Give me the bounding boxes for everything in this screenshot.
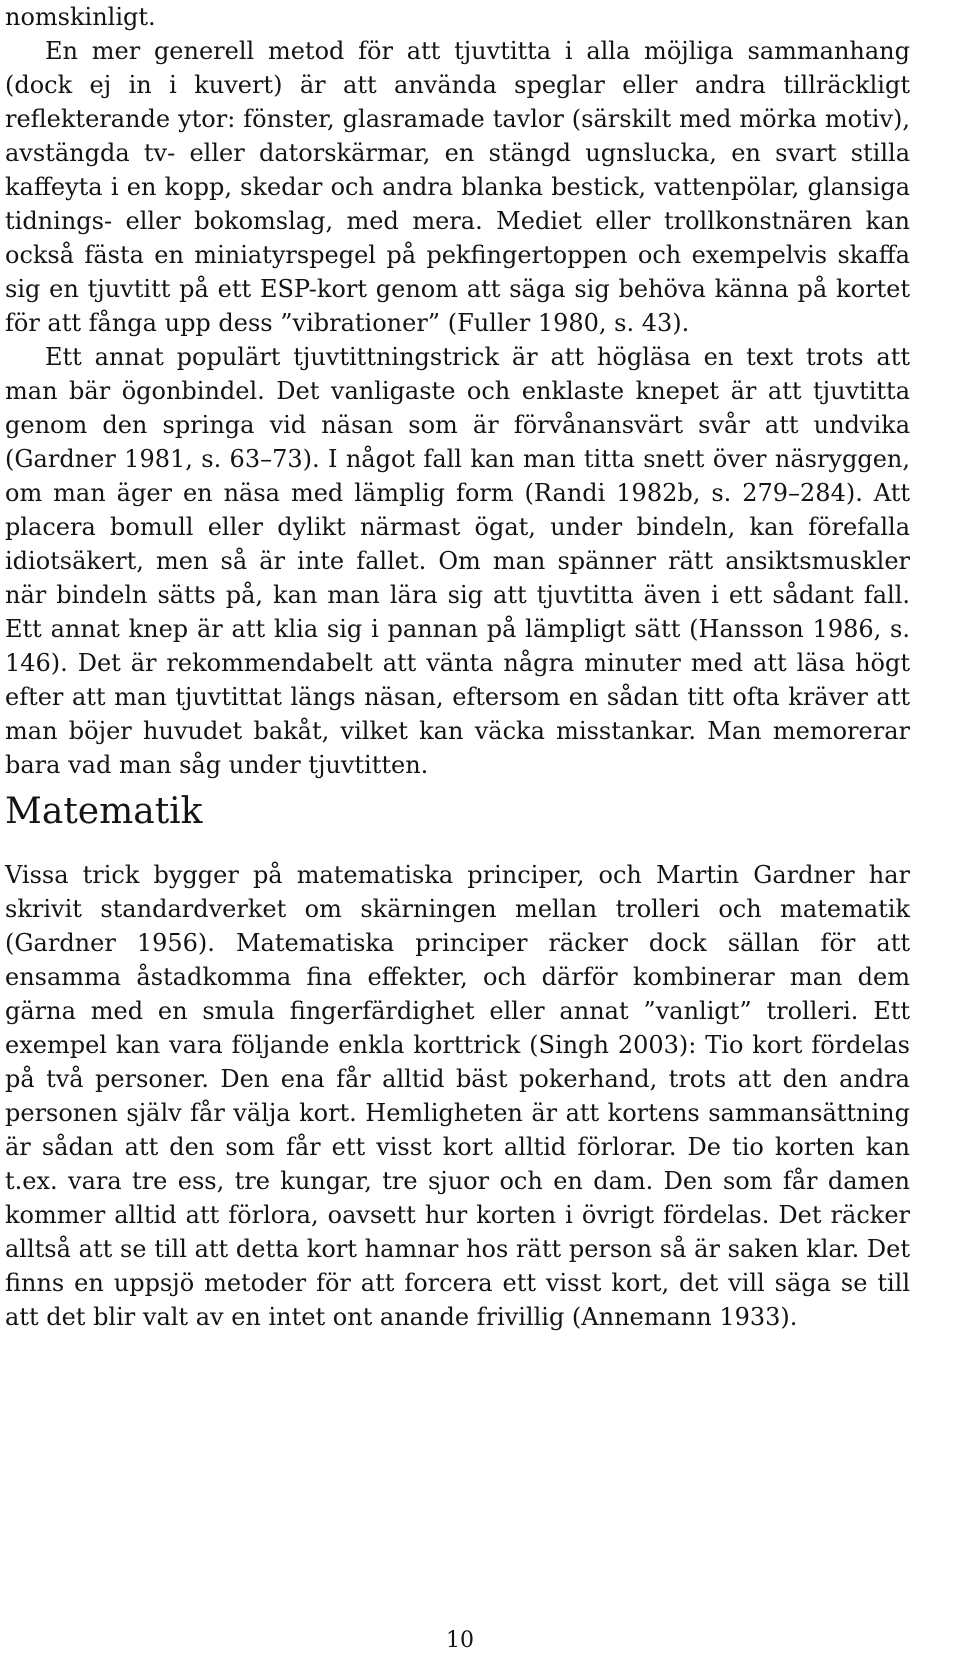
section-heading-matematik: Matematik — [5, 791, 203, 832]
body-text-bottom — [5, 858, 910, 1334]
paragraph-mathematics: Vissa trick bygger på matematiska principer, och Martin Gardner har skrivit standardverket om skärningen mellan trolleri och matematik (Gardner 1956). Matematiska principer räcker dock sällan för att ensamma åstadkomma fina effekter, och därför kombinerar man dem gärna med en smula fingerfärdighet eller annat ”vanligt” trolleri. Ett exempel kan vara följande enkla korttrick (Singh 2003): Tio kort fördelas på två personer. Den ena får alltid bäst pokerhand, trots att den andra personen själv får välja kort. Hemligheten är att kortens sammansättning är sådan att den som får ett visst kort alltid förlorar. De tio korten kan t.ex. vara tre ess, tre kungar, tre sjuor och en dam. Den som får damen kommer alltid att förlora, oavsett hur korten i övrigt fördelas. Det räcker alltså att se till att detta kort hamnar hos rätt person så är saken klar. Det finns en uppsjö metoder för att forcera ett visst kort, det vill säga se till att det blir valt av en intet ont anande frivillig (Annemann 1933). — [5, 861, 910, 1331]
page-number: 10 — [446, 1628, 474, 1653]
body-text-top — [5, 0, 910, 782]
paragraph-blindfold: Ett annat populärt tjuvtittningstrick är att högläsa en text trots att man bär ögonbindel. Det vanligaste och enklaste knepet är att tjuvtitta genom den springa vid näsan som är förvånansvärt svår att undvika (Gardner 1981, s. 63–73). I något fall kan man titta snett över näsryggen, om man äger en näsa med lämplig form (Randi 1982b, s. 279–284). Att placera bomull eller dylikt närmast ögat, under bindeln, kan förefalla idiotsäkert, men så är inte fallet. Om man spänner rätt ansiktsmuskler när bindeln sätts på, kan man lära sig att tjuvtitta även i ett sådant fall. Ett annat knep är att klia sig i pannan på lämpligt sätt (Hansson 1986, s. 146). Det är rekommendabelt att vänta några minuter med att läsa högt efter att man tjuvtittat längs näsan, eftersom en sådan titt ofta kräver att man böjer huvudet bakåt, vilket kan väcka misstankar. Man memorerar bara vad man såg under tjuvtitten. — [5, 343, 910, 779]
paragraph-mirrors: En mer generell metod för att tjuvtitta i alla möjliga sammanhang (dock ej in i kuvert) är att använda speglar eller andra tillräckligt reflekterande ytor: fönster, glasramade tavlor (särskilt med mörka motiv), avstängda tv- eller datorskärmar, en stängd ugnslucka, en svart stilla kaffeyta i en kopp, skedar och andra blanka bestick, vattenpölar, glansiga tidnings- eller bokomslag, med mera. Mediet eller trollkonstnären kan också fästa en miniatyrspegel på pekfingertoppen och exempelvis skaffa sig en tjuvtitt på ett ESP-kort genom att säga sig behöva känna på kortet för att fånga upp dess ”vibrationer” (Fuller 1980, s. 43). — [5, 37, 910, 337]
paragraph-continuation: nomskinligt. — [5, 3, 156, 31]
